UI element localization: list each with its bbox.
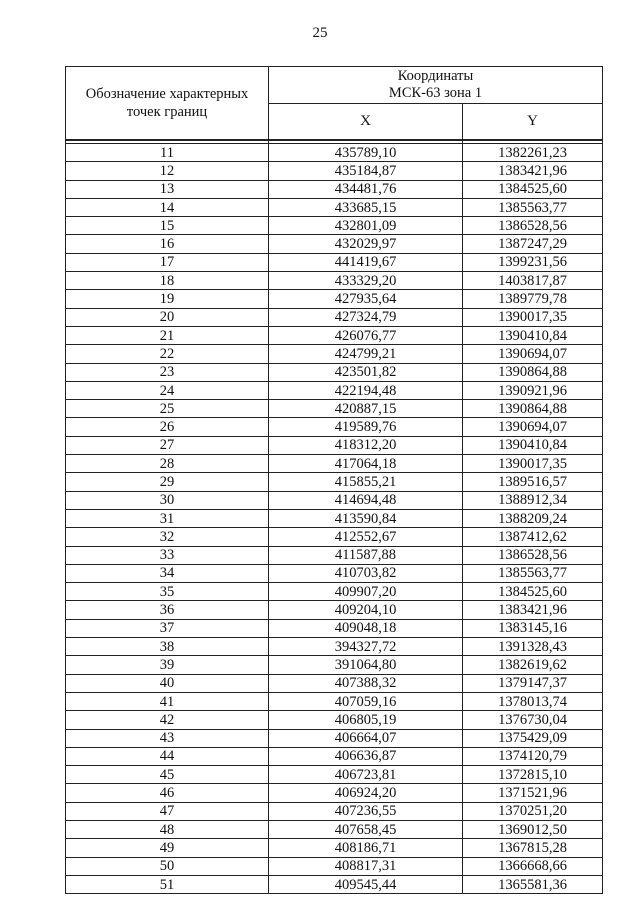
cell-point: 48 <box>66 820 269 838</box>
header-x: X <box>269 104 463 141</box>
cell-y: 1387247,29 <box>463 235 603 253</box>
table-row <box>66 839 603 857</box>
table-row <box>66 290 603 308</box>
table-row <box>66 418 603 436</box>
table-row <box>66 638 603 656</box>
coordinates-table <box>65 66 603 894</box>
cell-x: 409907,20 <box>269 583 463 601</box>
table-row <box>66 509 603 527</box>
cell-y: 1390017,35 <box>463 308 603 326</box>
cell-x: 420887,15 <box>269 400 463 418</box>
cell-y: 1383145,16 <box>463 619 603 637</box>
cell-y: 1391328,43 <box>463 638 603 656</box>
cell-x: 426076,77 <box>269 326 463 344</box>
table-row <box>66 766 603 784</box>
table-row <box>66 692 603 710</box>
cell-y: 1376730,04 <box>463 711 603 729</box>
cell-point: 30 <box>66 491 269 509</box>
cell-y: 1370251,20 <box>463 802 603 820</box>
cell-x: 410703,82 <box>269 564 463 582</box>
cell-x: 406805,19 <box>269 711 463 729</box>
cell-y: 1383421,96 <box>463 162 603 180</box>
cell-x: 409545,44 <box>269 875 463 893</box>
cell-point: 11 <box>66 144 269 162</box>
cell-point: 39 <box>66 656 269 674</box>
table-row <box>66 857 603 875</box>
cell-y: 1388209,24 <box>463 509 603 527</box>
cell-x: 407388,32 <box>269 674 463 692</box>
cell-point: 35 <box>66 583 269 601</box>
table-row <box>66 619 603 637</box>
cell-x: 418312,20 <box>269 436 463 454</box>
cell-y: 1365581,36 <box>463 875 603 893</box>
cell-x: 409204,10 <box>269 601 463 619</box>
cell-y: 1390921,96 <box>463 381 603 399</box>
cell-y: 1366668,66 <box>463 857 603 875</box>
page-number: 25 <box>312 25 328 41</box>
cell-y: 1387412,62 <box>463 528 603 546</box>
cell-point: 23 <box>66 363 269 381</box>
cell-point: 21 <box>66 326 269 344</box>
table-row <box>66 363 603 381</box>
cell-y: 1382619,62 <box>463 656 603 674</box>
header-point-designation-line1: Обозначение характерных <box>85 86 249 102</box>
table-row <box>66 546 603 564</box>
cell-point: 45 <box>66 766 269 784</box>
table-row <box>66 180 603 198</box>
table-row <box>66 308 603 326</box>
cell-x: 433329,20 <box>269 272 463 290</box>
table-row <box>66 711 603 729</box>
cell-x: 414694,48 <box>269 491 463 509</box>
table-row <box>66 235 603 253</box>
table-row <box>66 217 603 235</box>
cell-x: 432801,09 <box>269 217 463 235</box>
cell-point: 50 <box>66 857 269 875</box>
cell-x: 412552,67 <box>269 528 463 546</box>
table-row <box>66 601 603 619</box>
cell-x: 406723,81 <box>269 766 463 784</box>
cell-x: 419589,76 <box>269 418 463 436</box>
cell-x: 435789,10 <box>269 144 463 162</box>
cell-point: 12 <box>66 162 269 180</box>
cell-x: 434481,76 <box>269 180 463 198</box>
cell-x: 409048,18 <box>269 619 463 637</box>
cell-point: 37 <box>66 619 269 637</box>
cell-x: 415855,21 <box>269 473 463 491</box>
cell-point: 49 <box>66 839 269 857</box>
cell-x: 424799,21 <box>269 345 463 363</box>
cell-x: 408817,31 <box>269 857 463 875</box>
cell-y: 1383421,96 <box>463 601 603 619</box>
cell-y: 1388912,34 <box>463 491 603 509</box>
cell-y: 1390017,35 <box>463 455 603 473</box>
table-row <box>66 144 603 162</box>
cell-y: 1379147,37 <box>463 674 603 692</box>
cell-point: 46 <box>66 784 269 802</box>
header-point-designation <box>66 67 269 141</box>
cell-y: 1390864,88 <box>463 363 603 381</box>
cell-y: 1386528,56 <box>463 217 603 235</box>
cell-point: 38 <box>66 638 269 656</box>
cell-x: 427935,64 <box>269 290 463 308</box>
cell-point: 15 <box>66 217 269 235</box>
cell-point: 40 <box>66 674 269 692</box>
cell-y: 1390694,07 <box>463 418 603 436</box>
table-body <box>66 140 603 894</box>
cell-x: 422194,48 <box>269 381 463 399</box>
cell-y: 1390410,84 <box>463 436 603 454</box>
table-row <box>66 253 603 271</box>
cell-point: 51 <box>66 875 269 893</box>
cell-x: 441419,67 <box>269 253 463 271</box>
cell-point: 25 <box>66 400 269 418</box>
cell-x: 406664,07 <box>269 729 463 747</box>
cell-point: 29 <box>66 473 269 491</box>
cell-x: 407236,55 <box>269 802 463 820</box>
cell-y: 1371521,96 <box>463 784 603 802</box>
cell-y: 1390694,07 <box>463 345 603 363</box>
cell-point: 28 <box>66 455 269 473</box>
table-row <box>66 455 603 473</box>
cell-point: 16 <box>66 235 269 253</box>
cell-x: 413590,84 <box>269 509 463 527</box>
header-coordinates <box>269 67 603 104</box>
table-row <box>66 820 603 838</box>
cell-y: 1384525,60 <box>463 180 603 198</box>
cell-point: 31 <box>66 509 269 527</box>
cell-x: 391064,80 <box>269 656 463 674</box>
table-row <box>66 491 603 509</box>
header-y: Y <box>463 104 603 141</box>
table-row <box>66 729 603 747</box>
table-row <box>66 345 603 363</box>
table-row <box>66 436 603 454</box>
cell-point: 34 <box>66 564 269 582</box>
cell-point: 33 <box>66 546 269 564</box>
cell-point: 17 <box>66 253 269 271</box>
cell-x: 432029,97 <box>269 235 463 253</box>
table-row <box>66 381 603 399</box>
table-row <box>66 198 603 216</box>
cell-y: 1378013,74 <box>463 692 603 710</box>
cell-y: 1372815,10 <box>463 766 603 784</box>
cell-x: 406636,87 <box>269 747 463 765</box>
table-row <box>66 162 603 180</box>
table-row <box>66 656 603 674</box>
table-row <box>66 528 603 546</box>
table-row <box>66 875 603 893</box>
cell-y: 1374120,79 <box>463 747 603 765</box>
cell-point: 44 <box>66 747 269 765</box>
cell-y: 1399231,56 <box>463 253 603 271</box>
cell-y: 1389779,78 <box>463 290 603 308</box>
cell-point: 32 <box>66 528 269 546</box>
header-coordinates-line1: Координаты <box>397 68 474 84</box>
cell-x: 406924,20 <box>269 784 463 802</box>
cell-point: 18 <box>66 272 269 290</box>
cell-y: 1389516,57 <box>463 473 603 491</box>
cell-x: 407059,16 <box>269 692 463 710</box>
cell-point: 26 <box>66 418 269 436</box>
cell-y: 1382261,23 <box>463 144 603 162</box>
cell-point: 41 <box>66 692 269 710</box>
cell-point: 20 <box>66 308 269 326</box>
table-row <box>66 747 603 765</box>
cell-point: 24 <box>66 381 269 399</box>
table-row <box>66 802 603 820</box>
cell-y: 1403817,87 <box>463 272 603 290</box>
table-row <box>66 326 603 344</box>
cell-point: 14 <box>66 198 269 216</box>
cell-y: 1375429,09 <box>463 729 603 747</box>
cell-point: 27 <box>66 436 269 454</box>
cell-point: 42 <box>66 711 269 729</box>
table-header <box>66 67 603 141</box>
cell-y: 1369012,50 <box>463 820 603 838</box>
cell-point: 19 <box>66 290 269 308</box>
cell-point: 36 <box>66 601 269 619</box>
cell-y: 1386528,56 <box>463 546 603 564</box>
cell-point: 22 <box>66 345 269 363</box>
cell-x: 417064,18 <box>269 455 463 473</box>
header-point-designation-line2: точек границ <box>126 104 208 120</box>
cell-y: 1390864,88 <box>463 400 603 418</box>
cell-x: 394327,72 <box>269 638 463 656</box>
table-row <box>66 473 603 491</box>
table-row <box>66 674 603 692</box>
cell-x: 435184,87 <box>269 162 463 180</box>
cell-y: 1384525,60 <box>463 583 603 601</box>
table-row <box>66 784 603 802</box>
cell-x: 411587,88 <box>269 546 463 564</box>
cell-point: 13 <box>66 180 269 198</box>
cell-x: 433685,15 <box>269 198 463 216</box>
table-row <box>66 564 603 582</box>
table-row <box>66 400 603 418</box>
header-coordinates-line2: МСК-63 зона 1 <box>388 85 483 101</box>
cell-point: 47 <box>66 802 269 820</box>
cell-x: 408186,71 <box>269 839 463 857</box>
cell-y: 1385563,77 <box>463 198 603 216</box>
cell-y: 1385563,77 <box>463 564 603 582</box>
cell-x: 423501,82 <box>269 363 463 381</box>
cell-y: 1367815,28 <box>463 839 603 857</box>
cell-x: 427324,79 <box>269 308 463 326</box>
cell-x: 407658,45 <box>269 820 463 838</box>
table-row <box>66 272 603 290</box>
table-row <box>66 583 603 601</box>
cell-y: 1390410,84 <box>463 326 603 344</box>
cell-point: 43 <box>66 729 269 747</box>
